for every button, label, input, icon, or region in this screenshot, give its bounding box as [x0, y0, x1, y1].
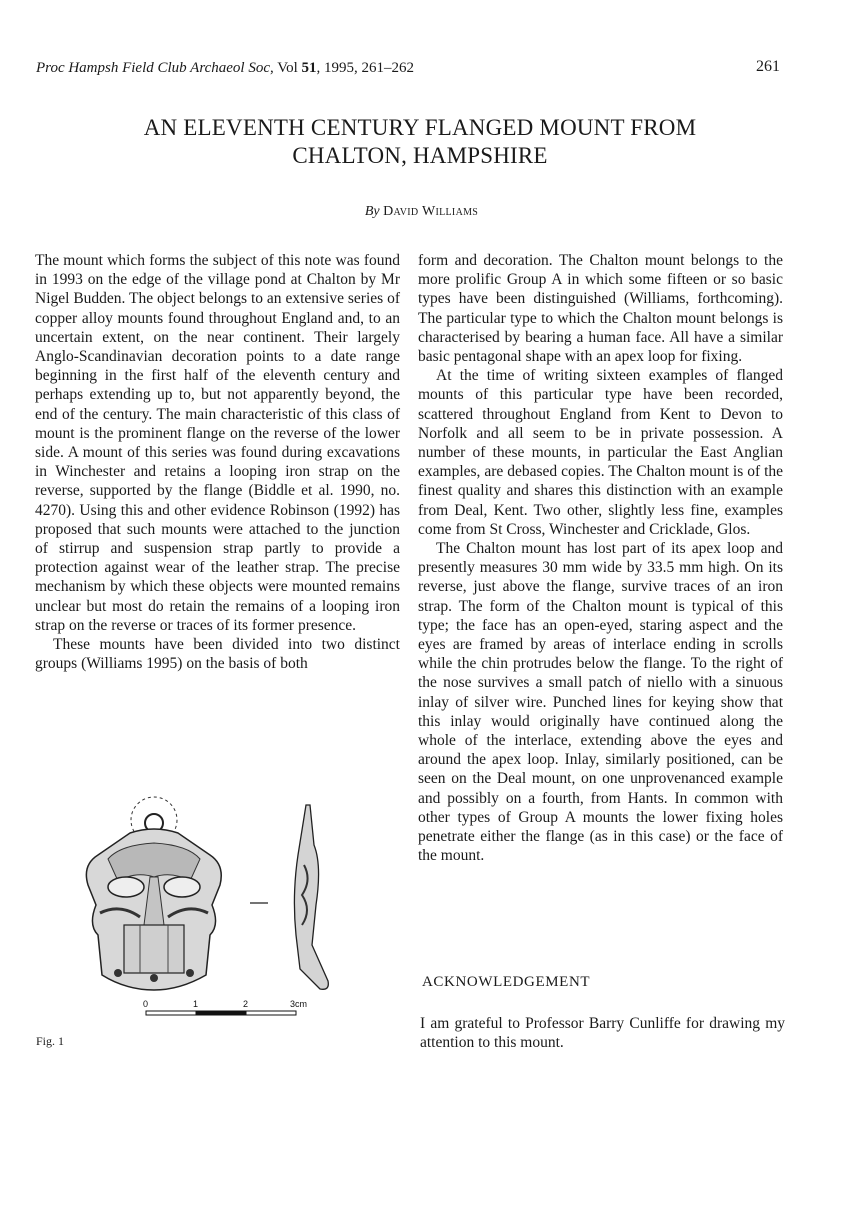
- fixing-hole-centre: [150, 974, 158, 982]
- scale-label-2: 2: [243, 999, 249, 1009]
- figure-caption: Fig. 1: [36, 1034, 65, 1048]
- byline-by: By: [364, 204, 380, 219]
- title-line-1: AN ELEVENTH CENTURY FLANGED MOUNT FROM: [143, 115, 697, 140]
- fixing-hole-left: [114, 969, 122, 977]
- scale-label-1: 1: [193, 999, 199, 1009]
- left-column: [35, 251, 400, 673]
- left-paragraph-1: The mount which forms the subject of this note was found in 1993 on the edge of the village pond at Chalton by Mr Nigel Budden. The object belongs to an extensive series of copper alloy mounts found throughout England and, to an uncertain extent, on the near continent. Their largely Anglo-Scandinavian decoration points to a date range beginning in the first half of the eleventh century and perhaps extending up to, but not apparently beyond, the end of the century. The main characteristic of this class of mount is the prominent flange on the reverse of the lower side. A mount of this series was found during excavations in Winchester and retains a looping iron strap on the reverse, supported by the flange (Biddle et al. 1990, no. 4270). Using this and other evidence Robinson (1992) has proposed that such mounts were attached to the junction of stirrup and suspension strap partly to provide a protection against wear of the leather strap. The precise mechanism by which these objects were mounted remains unclear but most do retain the remains of a looping iron strap on the reverse or traces of its former presence.: [35, 252, 400, 634]
- year-pages: , 1995, 261–262: [316, 60, 415, 76]
- fixing-hole-right: [186, 969, 194, 977]
- right-eye-icon: [164, 877, 200, 897]
- author-name: David Williams: [383, 204, 479, 219]
- acknowledgement-heading: ACKNOWLEDGEMENT: [422, 974, 591, 990]
- scale-label-0: 0: [143, 999, 149, 1009]
- chin-block: [124, 925, 184, 973]
- right-column: [418, 251, 783, 866]
- scale-segment-1: [146, 1011, 196, 1015]
- right-paragraph-1: form and decoration. The Chalton mount belongs to the more prolific Group A in which some fifteen or so basic types have been distinguished (Williams, forthcoming). The particular type to which the Chalton mount belongs is characterised by bearing a human face. All have a similar basic pentagonal shape with an apex loop for fixing.: [418, 252, 783, 366]
- article-title: [60, 114, 780, 170]
- acknowledgement-text: I am grateful to Professor Barry Cunliffe for drawing my attention to this mount.: [420, 1015, 785, 1052]
- scale-bar: [143, 999, 307, 1015]
- left-paragraph-2: These mounts have been divided into two distinct groups (Williams 1995) on the basis of both: [35, 636, 400, 673]
- scale-segment-3: [246, 1011, 296, 1015]
- running-head: [36, 60, 414, 77]
- journal-name: Proc Hampsh Field Club Archaeol Soc: [36, 60, 270, 76]
- byline: [0, 204, 843, 220]
- scale-label-3: 3cm: [290, 999, 308, 1009]
- title-line-2: CHALTON, HAMPSHIRE: [292, 143, 548, 168]
- right-paragraph-2: At the time of writing sixteen examples of flanged mounts of this particular type have been recorded, scattered throughout England from Kent to Devon to Norfolk and all seem to be in private possession. A number of these mounts, in particular the East Anglian examples, are debased copies. The Chalton mount is of the finest quality and shares this distinction with an example from Deal, Kent. Two other, slightly less fine, examples come from St Cross, Winchester and Cricklade, Glos.: [418, 367, 783, 538]
- right-paragraph-3: The Chalton mount has lost part of its apex loop and presently measures 30 mm wide by 33.5 mm high. On its reverse, just above the flange, survive traces of an iron strap. The form of the Chalton mount is typical of this type; the face has an open-eyed, staring aspect and the eyes are framed by areas of interlace ending in scrolls while the chin protrudes below the flange. To the right of the nose survives a small patch of niello with a sinuous inlay of silver wire. Punched lines for keying show that this inlay would originally have continued along the whole of the interlace, extending above the eyes and around the apex loop. Inlay, similarly positioned, can be seen on the Deal mount, on one unprovenanced example and possibly on a fourth, from Hants. In common with other types of Group A mounts the lower fixing holes penetrate either the flange (as in this case) or the face of the mount.: [418, 540, 783, 865]
- volume-label: , Vol: [270, 60, 302, 76]
- mount-side-outline: [294, 805, 328, 989]
- figure-1: [60, 785, 360, 1025]
- volume-number: 51: [301, 60, 317, 76]
- scale-segment-2: [196, 1011, 246, 1015]
- left-eye-icon: [108, 877, 144, 897]
- mount-drawing: [60, 785, 360, 1025]
- page-number: 261: [756, 58, 780, 75]
